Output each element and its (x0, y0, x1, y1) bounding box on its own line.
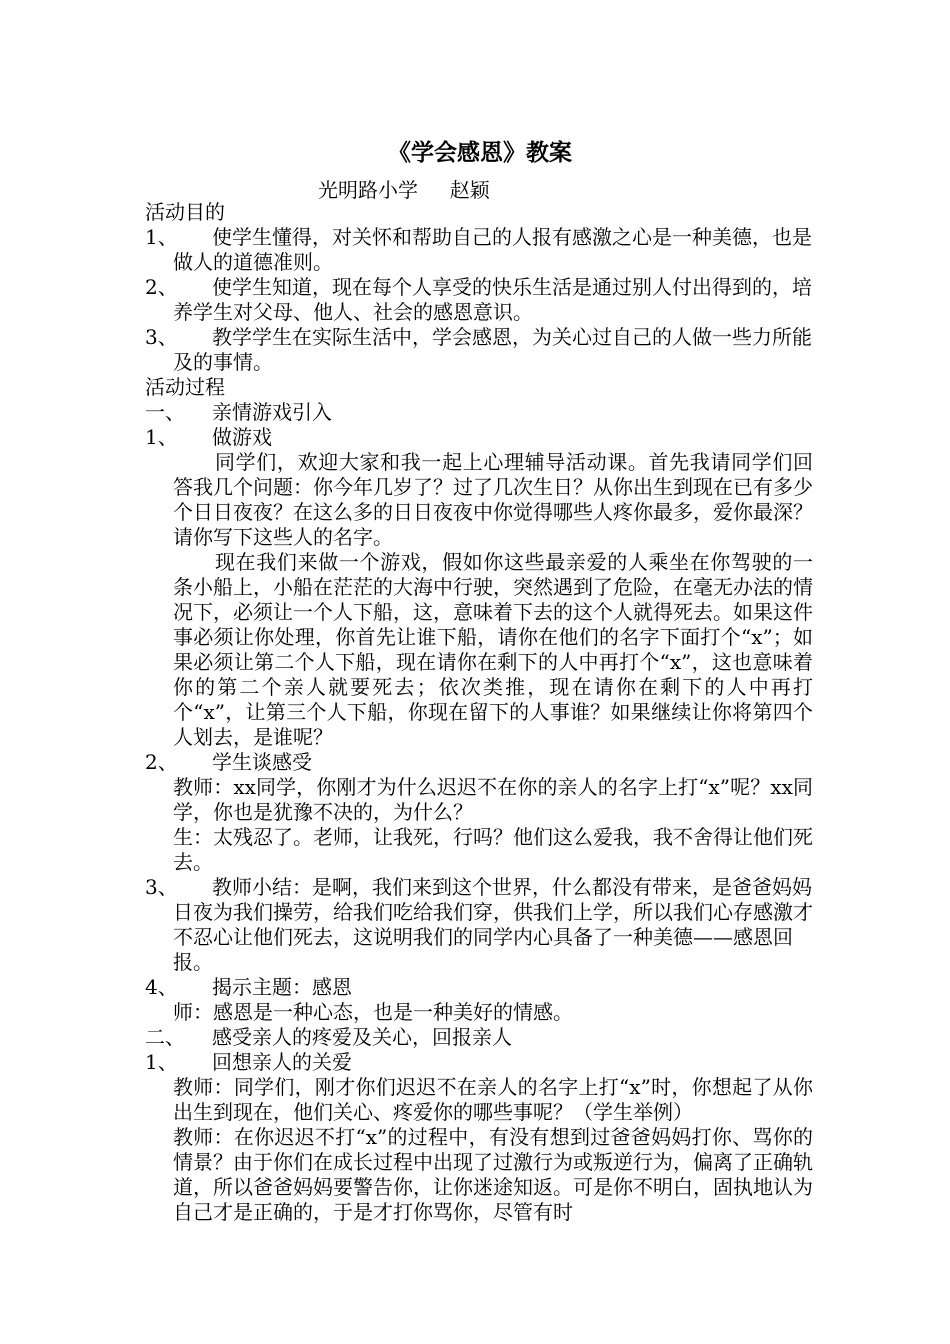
part-number: 一、 (145, 400, 185, 424)
item-number: 1、 (145, 225, 178, 249)
step-text: 教师小结：是啊，我们来到这个世界，什么都没有带来，是爸爸妈妈日夜为我们操劳，给我们吃给我们穿，供我们上学，所以我们心存感激才不忍心让他们死去，这说明我们的同学内心具备了一种美德——感恩回报。 (173, 875, 813, 974)
step-number: 1、 (145, 425, 178, 449)
item-text: 使学生知道，现在每个人享受的快乐生活是通过别人付出得到的，培养学生对父母、他人、社会的感恩意识。 (173, 275, 812, 324)
part-two-step-1-heading (145, 1050, 813, 1075)
document-body (145, 200, 813, 1225)
step-3-summary (145, 875, 813, 975)
purpose-item-1 (145, 225, 813, 275)
part-one-heading (145, 400, 813, 425)
part-two-heading (145, 1025, 813, 1050)
purpose-item-3 (145, 325, 813, 375)
step-4-line: 师：感恩是一种心态，也是一种美好的情感。 (173, 1000, 573, 1024)
step-1-heading (145, 425, 813, 450)
document-title: 《学会感恩》教案 (388, 139, 572, 166)
step-text: 做游戏 (212, 425, 272, 449)
step-2-heading (145, 750, 813, 775)
item-number: 3、 (145, 325, 178, 349)
student-answer: 生：太残忍了。老师，让我死，行吗？他们这么爱我，我不舍得让他们死去。 (173, 825, 813, 874)
step-number: 1、 (145, 1050, 178, 1074)
game-paragraph-1: 同学们，欢迎大家和我一起上心理辅导活动课。首先我请同学们回答我几个问题：你今年几岁了？过了几次生日？从你出生到现在已有多少个日日夜夜？在这么多的日日夜夜中你觉得哪些人疼你最多，爱你最深？请你写下这些人的名字。 (173, 450, 813, 549)
item-text: 使学生懂得，对关怀和帮助自己的人报有感激之心是一种美德，也是做人的道德准则。 (173, 225, 812, 274)
part-text: 亲情游戏引入 (212, 400, 332, 424)
item-text: 教学学生在实际生活中，学会感恩，为关心过自己的人做一些力所能及的事情。 (173, 325, 812, 374)
step-number: 3、 (145, 875, 178, 899)
section-heading-purpose: 活动目的 (145, 200, 225, 224)
step-text: 揭示主题：感恩 (212, 975, 352, 999)
step-text: 学生谈感受 (212, 750, 312, 774)
purpose-item-2 (145, 275, 813, 325)
step-4-heading (145, 975, 813, 1000)
part-number: 二、 (145, 1025, 185, 1049)
part-text: 感受亲人的疼爱及关心，回报亲人 (212, 1025, 512, 1049)
item-number: 2、 (145, 275, 178, 299)
step-number: 2、 (145, 750, 178, 774)
recall-paragraph-1: 教师：同学们，刚才你们迟迟不在亲人的名字上打“x”时，你想起了从你出生到现在，他们关心、疼爱你的哪些事呢？（学生举例） (173, 1075, 813, 1124)
author-line: 光明路小学 赵颖 (318, 178, 490, 202)
recall-paragraph-2: 教师：在你迟迟不打“x”的过程中，有没有想到过爸爸妈妈打你、骂你的情景？由于你们在成长过程中出现了过激行为或叛逆行为，偏离了正确轨道，所以爸爸妈妈要警告你，让你迷途知返。可是你不明白，固执地认为自己才是正确的，于是才打你骂你，尽管有时 (173, 1125, 813, 1224)
teacher-question: 教师：xx同学，你刚才为什么迟迟不在你的亲人的名字上打“x”呢？xx同学，你也是犹豫不决的，为什么？ (173, 775, 813, 824)
step-number: 4、 (145, 975, 178, 999)
step-text: 回想亲人的关爱 (212, 1050, 352, 1074)
game-paragraph-2: 现在我们来做一个游戏，假如你这些最亲爱的人乘坐在你驾驶的一条小船上，小船在茫茫的大海中行驶，突然遇到了危险，在毫无办法的情况下，必须让一个人下船，这，意味着下去的这个人就得死去。如果这件事必须让你处理，你首先让谁下船，请你在他们的名字下面打个“x”；如果必须让第二个人下船，现在请你在剩下的人中再打个“x”，这也意味着你的第二个亲人就要死去；依次类推，现在请你在剩下的人中再打个“x”，让第三个人下船，你现在留下的人事谁？如果继续让你将第四个人划去，是谁呢？ (173, 550, 813, 749)
section-heading-process: 活动过程 (145, 375, 225, 399)
